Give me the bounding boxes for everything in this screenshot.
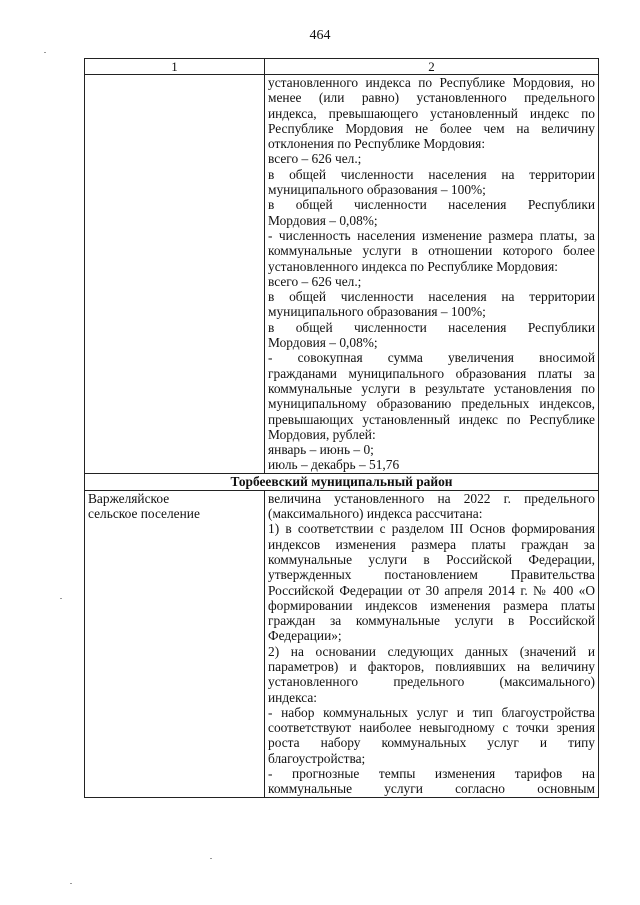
text-line: июль – декабрь – 51,76 (268, 457, 400, 473)
text-line: превышающих установленный индекс по Республике (268, 411, 595, 427)
text-line: Федерации»; (268, 628, 342, 644)
text-line: всего – 626 чел.; (268, 151, 362, 167)
text-line: - совокупная сумма увеличения вносимой (268, 350, 595, 366)
text-line: формировании индексов изменения размера платы (268, 597, 595, 613)
scan-speck (44, 52, 46, 53)
continuation-row (85, 75, 599, 474)
text-line: 2) на основании следующих данных (значений и (268, 643, 595, 659)
text-line: коммунальные услуги в результате установления по (268, 380, 595, 396)
index-calculation-text (265, 490, 599, 797)
column-number-row (85, 59, 599, 75)
text-line: менее (или равно) установленного предельного (268, 90, 595, 106)
text-line: установленного индекса по Республике Мордовия, но (268, 75, 595, 90)
page-number: 464 (309, 28, 331, 43)
text-line: Российской Федерации от 30 апреля 2014 г. № 400 «О (268, 582, 595, 598)
text-line: коммунальные услуги согласно основным (268, 781, 595, 797)
municipality-name-line: Варжеляйское (88, 490, 170, 506)
district-title: Торбеевский муниципальный район (85, 473, 599, 490)
text-line: граждан за коммунальные услуги в Российской (268, 613, 595, 629)
text-line: коммунальные услуги в отношении которого более (268, 243, 595, 259)
text-line: муниципального образования – 100%; (268, 182, 486, 198)
text-line: - набор коммунальных услуг и тип благоустройства (268, 704, 595, 720)
text-line: параметров) и факторов, повлиявших на величину (268, 658, 595, 674)
text-line: величина установленного на 2022 г. предельного (268, 490, 595, 506)
text-line: в общей численности населения на территории (268, 166, 595, 182)
district-section-row (85, 473, 599, 490)
text-line: Республике Мордовия не более чем на величину (268, 120, 595, 136)
text-line: Мордовия, рублей: (268, 426, 376, 442)
text-line: (максимального) индекса рассчитана: (268, 506, 483, 522)
column-number-1: 1 (85, 59, 265, 75)
municipality-row (85, 490, 599, 797)
text-line: утвержденных постановлением Правительства (268, 567, 595, 583)
text-line: Мордовия – 0,08%; (268, 335, 378, 351)
municipality-name-line: сельское поселение (88, 506, 200, 522)
text-line: соответствуют наиболее невыгодному с точки зрения (268, 720, 595, 736)
text-line: установленного индекса по Республике Мордовия: (268, 258, 558, 274)
text-line: индекса, превышающего установленный индекс по (268, 105, 595, 121)
scan-speck (210, 858, 212, 859)
scan-speck (60, 598, 62, 599)
document-table (84, 58, 599, 798)
text-line: гражданами муниципального образования платы за (268, 365, 595, 381)
empty-municipality-cell (85, 75, 265, 474)
text-line: - численность населения изменение размера платы, за (268, 227, 595, 243)
text-line: 1) в соответствии с разделом III Основ формирования (268, 521, 595, 537)
text-line: в общей численности населения на территории (268, 289, 595, 305)
text-line: в общей численности населения Республики (268, 319, 595, 335)
column-number-2: 2 (265, 59, 599, 75)
text-line: Мордовия – 0,08%; (268, 212, 378, 228)
text-line: январь – июнь – 0; (268, 442, 374, 458)
text-line: благоустройства; (268, 750, 366, 766)
text-line: - прогнозные темпы изменения тарифов на (268, 766, 595, 782)
text-line: муниципальному образованию предельных индексов, (268, 396, 595, 412)
text-line: индекса: (268, 689, 318, 705)
text-line: муниципального образования – 100%; (268, 304, 486, 320)
text-line: в общей численности населения Республики (268, 197, 595, 213)
text-line: всего – 626 чел.; (268, 273, 362, 289)
text-line: индексов изменения размера платы граждан за (268, 536, 595, 552)
text-line: роста набору коммунальных услуг и типу (268, 735, 595, 751)
municipality-cell (85, 490, 265, 797)
text-line: установленного предельного (максимального) (268, 674, 595, 690)
scan-speck (70, 883, 72, 884)
text-line: отклонения по Республике Мордовия: (268, 136, 486, 152)
text-line: коммунальные услуги в Российской Федерации, (268, 551, 595, 567)
continuation-text (265, 75, 599, 474)
